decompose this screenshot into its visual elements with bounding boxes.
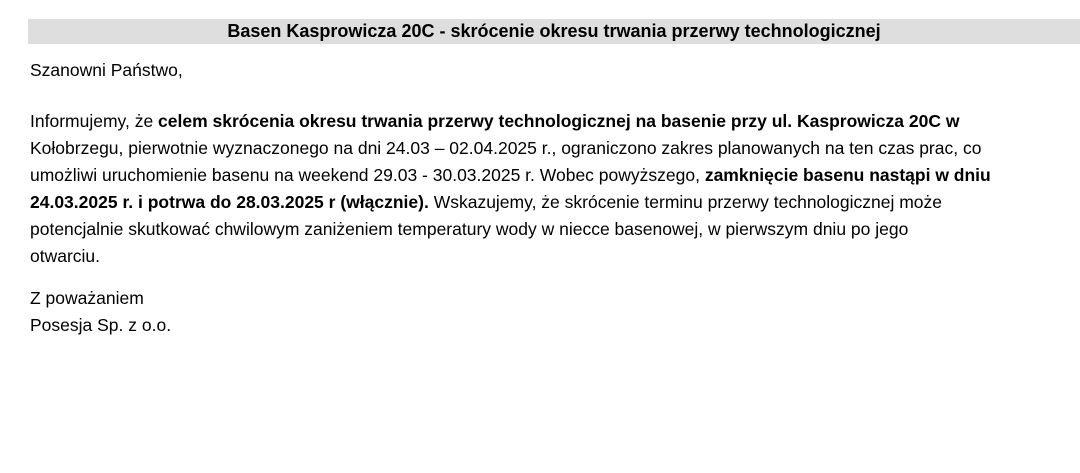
notice-body <box>30 108 991 270</box>
body-line-3-text: umożliwi uruchomienie basenu na weekend 29.03 - 30.03.2025 r. Wobec powyższego, <box>30 165 705 185</box>
body-line-4-bold: 24.03.2025 r. i potrwa do 28.03.2025 r (włącznie). <box>30 192 429 212</box>
body-line-1 <box>30 108 991 135</box>
body-line-4 <box>30 189 991 216</box>
body-line-1-bold: celem skrócenia okresu trwania przerwy technologicznej na basenie przy ul. Kasprowicza 20C w <box>158 111 960 131</box>
closing-regards: Z poważaniem <box>30 288 144 308</box>
body-line-3-bold: zamknięcie basenu nastąpi w dniu <box>704 165 991 185</box>
closing-block <box>30 285 171 339</box>
body-line-5: potencjalnie skutkować chwilowym zaniżeniem temperatury wody w niecce basenowej, w pierwszym dniu po jego <box>30 219 909 239</box>
body-line-3 <box>30 162 991 189</box>
notice-title: Basen Kasprowicza 20C - skrócenie okresu trwania przerwy technologicznej <box>28 19 1080 44</box>
body-line-1-text: Informujemy, że <box>30 111 159 131</box>
body-line-2: Kołobrzegu, pierwotnie wyznaczonego na dni 24.03 – 02.04.2025 r., ograniczono zakres planowanych na ten czas prac, co <box>30 138 982 158</box>
greeting: Szanowni Państwo, <box>30 60 183 80</box>
body-line-4-text: Wskazujemy, że skrócenie terminu przerwy technologicznej może <box>428 192 943 212</box>
closing-signature: Posesja Sp. z o.o. <box>30 315 172 335</box>
body-line-6: otwarciu. <box>30 246 101 266</box>
